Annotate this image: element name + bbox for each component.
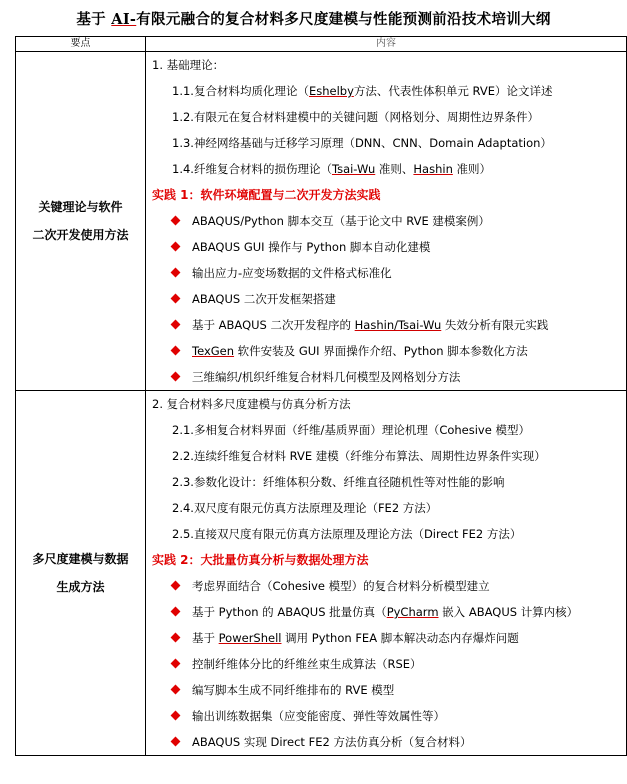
section-row [16, 391, 627, 756]
sub-item: 1.4.纤维复合材料的损伤理论（Tsai-Wu 准则、Hashin 准则） [172, 162, 492, 176]
table-header-row [16, 37, 627, 52]
section-heading: 1. 基础理论： [152, 58, 225, 72]
bullet-item: TexGen 软件安装及 GUI 界面操作介绍、Python 脚本参数化方法 [146, 338, 626, 364]
sub-item: 2.2.连续纤维复合材料 RVE 建模（纤维分布算法、周期性边界条件实现） [172, 449, 546, 463]
section-heading: 2. 复合材料多尺度建模与仿真分析方法 [152, 397, 351, 411]
red-diamond-icon [171, 659, 181, 669]
red-diamond-icon [171, 242, 181, 252]
underlined-term: Hashin/Tsai-Wu [354, 318, 442, 332]
section-key [16, 391, 146, 756]
document-title: 基于 AI-有限元融合的复合材料多尺度建模与性能预测前沿技术培训大纲 [76, 11, 551, 28]
underlined-term: PowerShell [218, 631, 282, 645]
underlined-term: PyCharm [386, 605, 439, 619]
bullet-item: 基于 ABAQUS 二次开发程序的 Hashin/Tsai-Wu 失效分析有限元实践 [146, 312, 626, 338]
section-content [146, 391, 627, 756]
red-diamond-icon [171, 346, 181, 356]
section-row [16, 52, 627, 391]
red-diamond-icon [171, 320, 181, 330]
section-key-line: 关键理论与软件 [38, 200, 123, 214]
sub-item: 2.1.多相复合材料界面（纤维/基质界面）理论机理（Cohesive 模型） [172, 423, 530, 437]
practice-heading: 实践 1：软件环境配置与二次开发方法实践 [152, 188, 381, 202]
red-diamond-icon [171, 685, 181, 695]
red-diamond-icon [171, 581, 181, 591]
bullet-item: 基于 PowerShell 调用 Python FEA 脚本解决动态内存爆炸问题 [146, 625, 626, 651]
sub-item: 1.2.有限元在复合材料建模中的关键问题（网格划分、周期性边界条件） [172, 110, 539, 124]
underlined-term: TexGen [192, 344, 235, 358]
underlined-term: Hashin [413, 162, 453, 176]
section-content [146, 52, 627, 391]
header-key: 要点 [16, 37, 146, 52]
bullet-item: ABAQUS 实现 Direct FE2 方法仿真分析（复合材料） [146, 729, 626, 755]
title-underlined-part: AI- [111, 11, 137, 28]
sub-item: 1.1.复合材料均质化理论（Eshelby方法、代表性体积单元 RVE）论文详述 [172, 84, 553, 98]
sub-item: 2.4.双尺度有限元仿真方法原理及理论（FE2 方法） [172, 501, 438, 515]
red-diamond-icon [171, 294, 181, 304]
header-content: 内容 [146, 37, 627, 52]
sub-item: 2.5.直接双尺度有限元仿真方法原理及理论方法（Direct FE2 方法） [172, 527, 522, 541]
bullet-item: ABAQUS 二次开发框架搭建 [146, 286, 626, 312]
sub-item: 1.3.神经网络基础与迁移学习原理（DNN、CNN、Domain Adaptation） [172, 136, 552, 150]
bullet-item: 输出训练数据集（应变能密度、弹性等效属性等） [146, 703, 626, 729]
section-key [16, 52, 146, 391]
underlined-term: Tsai-Wu [331, 162, 376, 176]
bullet-item: 基于 Python 的 ABAQUS 批量仿真（PyCharm 嵌入 ABAQUS 计算内核） [146, 599, 626, 625]
red-diamond-icon [171, 372, 181, 382]
bullet-item: ABAQUS/Python 脚本交互（基于论文中 RVE 建模案例） [146, 208, 626, 234]
bullet-item: 三维编织/机织纤维复合材料几何模型及网格划分方法 [146, 364, 626, 390]
red-diamond-icon [171, 737, 181, 747]
outline-table [15, 36, 627, 756]
red-diamond-icon [171, 216, 181, 226]
underlined-term: Eshelby [308, 84, 354, 98]
practice-heading: 实践 2：大批量仿真分析与数据处理方法 [152, 553, 369, 567]
section-key-line: 生成方法 [56, 580, 105, 594]
red-diamond-icon [171, 268, 181, 278]
bullet-item: 考虑界面结合（Cohesive 模型）的复合材料分析模型建立 [146, 573, 626, 599]
bullet-item: 控制纤维体分比的纤维丝束生成算法（RSE） [146, 651, 626, 677]
red-diamond-icon [171, 607, 181, 617]
bullet-item: 编写脚本生成不同纤维排布的 RVE 模型 [146, 677, 626, 703]
bullet-item: ABAQUS GUI 操作与 Python 脚本自动化建模 [146, 234, 626, 260]
section-key-line: 多尺度建模与数据 [32, 552, 129, 566]
red-diamond-icon [171, 711, 181, 721]
sub-item: 2.3.参数化设计：纤维体积分数、纤维直径随机性等对性能的影响 [172, 475, 505, 489]
bullet-item: 输出应力-应变场数据的文件格式标准化 [146, 260, 626, 286]
red-diamond-icon [171, 633, 181, 643]
section-key-line: 二次开发使用方法 [32, 228, 129, 242]
